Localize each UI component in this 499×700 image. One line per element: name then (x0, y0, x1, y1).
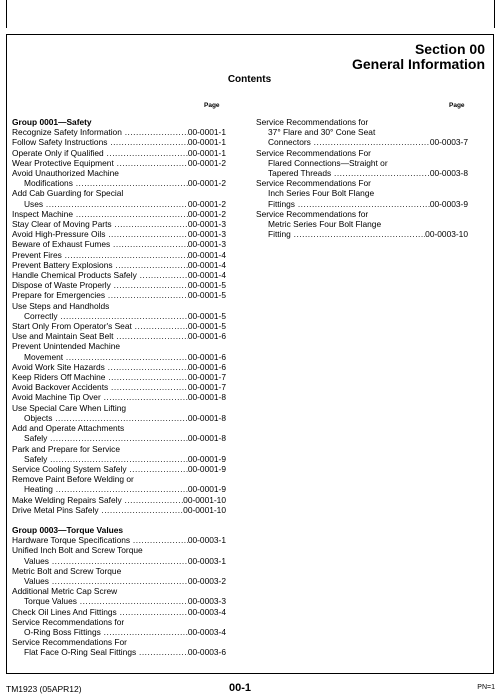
toc-entry-title: Hardware Torque Specifications ..... (12, 535, 188, 545)
toc-entry-page: 00-0003-4 (187, 606, 226, 617)
toc-entry-page: 00-0001-10 (183, 504, 226, 515)
toc-entry-title: Objects ..... (24, 413, 188, 423)
toc-entry[interactable] (12, 352, 226, 362)
section-heading (352, 42, 485, 72)
toc-entry-page: 00-0001-9 (187, 484, 226, 495)
toc-entry[interactable] (12, 280, 226, 290)
section-name: General Information (351, 56, 485, 72)
toc-entry-title: Movement ..... (24, 352, 188, 362)
toc-left-column (12, 117, 226, 658)
toc-entry-text: Flared Connections—Straight or (268, 157, 388, 168)
page-number: 00-1 (229, 682, 252, 694)
toc-entry-title: Prevent Fires ..... (12, 250, 188, 260)
toc-entry-text: 37° Flare and 30° Cone Seat (268, 127, 376, 138)
toc-entry[interactable] (12, 127, 226, 137)
toc-entry[interactable] (12, 229, 226, 239)
toc-entry-page: 00-0001-5 (187, 310, 226, 321)
toc-entry-page: 00-0001-1 (187, 127, 226, 138)
toc-entry-page: 00-0003-1 (187, 535, 226, 546)
toc-entry-title: Correctly ..... (24, 311, 188, 321)
toc-entry-page: 00-0001-5 (187, 280, 226, 291)
toc-entry-text: Metric Bolt and Screw Torque (12, 565, 122, 576)
toc-entry-text: Remove Paint Before Welding or (12, 474, 134, 485)
contents-title: Contents (227, 74, 272, 85)
toc-entry-text: Service Recommendations for (256, 208, 369, 219)
toc-entry[interactable] (12, 627, 226, 637)
toc-entry[interactable] (12, 484, 226, 494)
toc-entry-title: Dispose of Waste Properly ..... (12, 280, 188, 290)
toc-entry-page: 00-0003-10 (425, 229, 468, 240)
toc-entry-title: Connectors ..... (268, 137, 430, 147)
toc-entry-page: 00-0001-8 (187, 433, 226, 444)
toc-entry-title: Prepare for Emergencies ..... (12, 290, 188, 300)
toc-entry[interactable] (12, 311, 226, 321)
page-column-header-right: Page (449, 102, 465, 109)
toc-entry[interactable] (12, 362, 226, 372)
toc-entry-page: 00-0003-2 (187, 575, 226, 586)
toc-entry[interactable] (12, 464, 226, 474)
toc-entry-title: Check Oil Lines And Fittings ..... (12, 607, 188, 617)
toc-entry-text: Use Special Care When Lifting (12, 402, 127, 413)
toc-entry-title: Tapered Threads ..... (268, 168, 430, 178)
toc-entry-title: Torque Values ..... (24, 596, 188, 606)
toc-entry-page: 00-0001-9 (187, 453, 226, 464)
manual-id: TM1923 (05APR12) (6, 684, 82, 694)
toc-entry[interactable] (12, 250, 226, 260)
toc-entry[interactable] (12, 392, 226, 402)
toc-entry[interactable] (12, 556, 226, 566)
toc-entry-title: Keep Riders Off Machine ..... (12, 372, 188, 382)
toc-entry[interactable] (12, 270, 226, 280)
toc-entry-page: 00-0001-1 (187, 137, 226, 148)
toc-entry-text: Unified Inch Bolt and Screw Torque (12, 545, 143, 556)
toc-entry-page: 00-0001-5 (187, 290, 226, 301)
toc-entry-page: 00-0001-8 (187, 392, 226, 403)
toc-entry-title: Service Cooling System Safely ..... (12, 464, 188, 474)
toc-entry-page: 00-0001-6 (187, 351, 226, 362)
toc-entry[interactable] (12, 535, 226, 545)
toc-entry-title: Avoid Machine Tip Over ..... (12, 392, 188, 402)
toc-entry-page: 00-0003-3 (187, 596, 226, 607)
toc-entry[interactable] (12, 576, 226, 586)
toc-entry[interactable] (256, 229, 468, 239)
toc-entry[interactable] (12, 372, 226, 382)
toc-entry-page: 00-0001-2 (187, 208, 226, 219)
toc-entry[interactable] (12, 454, 226, 464)
toc-entry[interactable] (12, 209, 226, 219)
toc-entry[interactable] (12, 331, 226, 341)
toc-entry[interactable] (12, 433, 226, 443)
toc-entry-text: Add Cab Guarding for Special (12, 188, 124, 199)
toc-entry[interactable] (12, 148, 226, 158)
group-spacer (12, 515, 226, 525)
toc-entry-page: 00-0003-8 (429, 168, 468, 179)
toc-entry[interactable] (256, 137, 468, 147)
toc-entry-page: 00-0001-4 (187, 249, 226, 260)
page-column-header-left: Page (204, 102, 220, 109)
toc-entry-title: Avoid Backover Accidents ..... (12, 382, 188, 392)
toc-entry-page: 00-0001-7 (187, 382, 226, 393)
toc-entry-text: Use Steps and Handholds (12, 300, 110, 311)
toc-entry-text: Service Recommendations for (12, 616, 125, 627)
toc-entry-title: Avoid High-Pressure Oils ..... (12, 229, 188, 239)
toc-entry-title: Flat Face O-Ring Seal Fittings ..... (24, 647, 188, 657)
toc-entry-page: 00-0003-6 (187, 647, 226, 658)
toc-entry-page: 00-0001-7 (187, 372, 226, 383)
toc-entry-title: Uses ..... (24, 199, 188, 209)
toc-entry-title: Heating ..... (24, 484, 188, 494)
toc-entry-title: Operate Only if Qualified ..... (12, 148, 188, 158)
top-rule-right (494, 0, 495, 28)
toc-entry-page: 00-0001-3 (187, 239, 226, 250)
toc-entry-title: Values ..... (24, 576, 188, 586)
top-rule-left (6, 0, 7, 28)
toc-entry-text: Prevent Unintended Machine (12, 341, 121, 352)
toc-entry-title: Prevent Battery Explosions ..... (12, 260, 188, 270)
toc-entry-text: Metric Series Four Bolt Flange (268, 219, 382, 230)
toc-entry-page: 00-0001-4 (187, 259, 226, 270)
toc-entry-title: Fitting ..... (268, 229, 425, 239)
toc-entry-title: O-Ring Boss Fittings ..... (24, 627, 188, 637)
toc-entry-page: 00-0001-10 (183, 494, 226, 505)
toc-entry[interactable] (12, 199, 226, 209)
toc-entry-title: Safely ..... (24, 433, 188, 443)
toc-entry-title: Beware of Exhaust Fumes ..... (12, 239, 188, 249)
toc-entry-title: Inspect Machine ..... (12, 209, 188, 219)
toc-entry-page: 00-0001-6 (187, 361, 226, 372)
toc-entry[interactable] (12, 505, 226, 515)
toc-entry[interactable] (12, 596, 226, 606)
toc-entry-page: 00-0001-9 (187, 463, 226, 474)
toc-entry[interactable] (12, 219, 226, 229)
toc-entry-page: 00-0001-2 (187, 178, 226, 189)
toc-right-column (256, 117, 468, 239)
toc-entry-text: Additional Metric Cap Screw (12, 586, 118, 597)
toc-entry[interactable] (12, 382, 226, 392)
toc-entry[interactable] (256, 168, 468, 178)
toc-entry-title: Use and Maintain Seat Belt ..... (12, 331, 188, 341)
toc-entry[interactable] (12, 607, 226, 617)
toc-entry[interactable] (12, 158, 226, 168)
toc-entry-title: Follow Safety Instructions ..... (12, 137, 188, 147)
toc-entry-page: 00-0001-6 (187, 331, 226, 342)
toc-entry-page: 00-0003-4 (187, 626, 226, 637)
toc-entry-page: 00-0001-3 (187, 229, 226, 240)
toc-entry[interactable] (256, 199, 468, 209)
toc-entry-page: 00-0003-9 (429, 198, 468, 209)
toc-entry[interactable] (12, 495, 226, 505)
toc-entry-page: 00-0001-8 (187, 412, 226, 423)
toc-entry[interactable] (12, 647, 226, 657)
toc-entry[interactable] (12, 321, 226, 331)
toc-entry-title: Safely ..... (24, 454, 188, 464)
toc-entry-page: 00-0003-1 (187, 555, 226, 566)
toc-entry-text: Service Recommendations For (12, 637, 127, 648)
toc-entry-text: Service Recommendations for (256, 117, 369, 127)
toc-entry-title: Modifications ..... (24, 178, 188, 188)
toc-entry-title: Recognize Safety Information ..... (12, 127, 188, 137)
toc-entry-title: Fittings ..... (268, 199, 430, 209)
toc-entry-page: 00-0001-3 (187, 219, 226, 230)
toc-entry[interactable] (12, 178, 226, 188)
toc-entry-title: Values ..... (24, 556, 188, 566)
toc-entry[interactable] (12, 260, 226, 270)
toc-entry-title: Handle Chemical Products Safely ..... (12, 270, 188, 280)
toc-entry-title: Start Only From Operator's Seat ..... (12, 321, 188, 331)
toc-entry-page: 00-0001-4 (187, 270, 226, 281)
toc-entry-page: 00-0003-7 (429, 137, 468, 148)
toc-entry-text: Service Recommendations For (256, 147, 371, 158)
toc-entry-title: Avoid Work Site Hazards ..... (12, 362, 188, 372)
toc-entry-title: Drive Metal Pins Safely ..... (12, 505, 183, 515)
toc-entry[interactable] (12, 239, 226, 249)
group-heading: Group 0003—Torque Values (12, 524, 124, 535)
group-heading: Group 0001—Safety (12, 117, 92, 127)
toc-entry-page: 00-0001-5 (187, 321, 226, 332)
toc-entry[interactable] (12, 137, 226, 147)
pn-label: PN=1 (477, 684, 495, 691)
toc-entry[interactable] (12, 290, 226, 300)
toc-entry-text: Service Recommendations For (256, 178, 371, 189)
section-number: Section 00 (414, 41, 485, 57)
toc-entry-page: 00-0001-2 (187, 198, 226, 209)
toc-entry[interactable] (12, 413, 226, 423)
toc-entry-text: Add and Operate Attachments (12, 423, 125, 434)
toc-entry-title: Stay Clear of Moving Parts ..... (12, 219, 188, 229)
toc-entry-title: Wear Protective Equipment ..... (12, 158, 188, 168)
toc-entry-text: Inch Series Four Bolt Flange (268, 188, 375, 199)
toc-entry-title: Make Welding Repairs Safely ..... (12, 495, 183, 505)
toc-entry-page: 00-0001-2 (187, 157, 226, 168)
toc-entry-page: 00-0001-1 (187, 147, 226, 158)
toc-entry-text: Avoid Unauthorized Machine (12, 168, 119, 179)
toc-entry-text: Park and Prepare for Service (12, 443, 120, 454)
